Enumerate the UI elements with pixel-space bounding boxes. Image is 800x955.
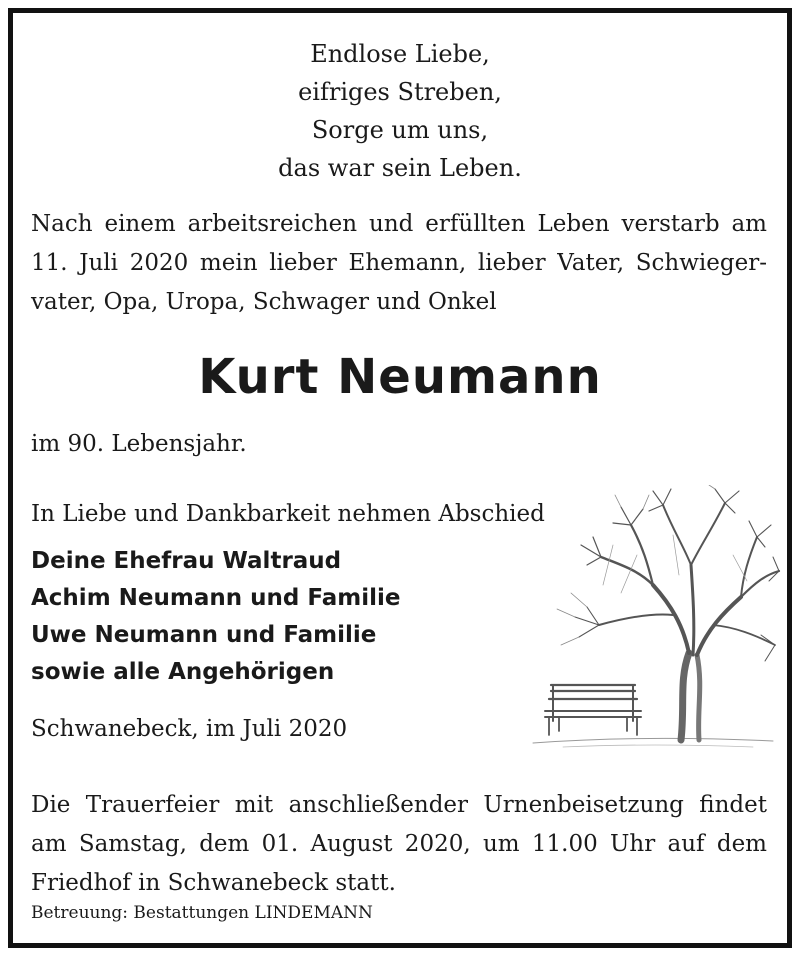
- funeral-line: Die Trauerfeier mit anschließender Urnenbeisetzung findet: [31, 792, 767, 818]
- poem: [13, 35, 787, 187]
- mourners-list: [31, 543, 400, 691]
- mourner-item: Achim Neumann und Familie: [31, 585, 401, 611]
- deceased-name: Kurt Neumann: [198, 349, 602, 405]
- mourner-item: Deine Ehefrau Waltraud: [31, 548, 342, 574]
- age-text: im 90. Lebensjahr.: [31, 431, 247, 457]
- announcement-text: [31, 205, 767, 322]
- announcement-line: Nach einem arbeitsreichen und erfüllten Leben verstarb am: [31, 211, 767, 237]
- poem-line: das war sein Leben.: [278, 154, 522, 182]
- mourner-item: Uwe Neumann und Familie: [31, 622, 377, 648]
- funeral-home-credit: Betreuung: Bestattungen LINDEMANN: [31, 903, 373, 923]
- poem-line: eifriges Streben,: [298, 78, 502, 106]
- poem-line: Endlose Liebe,: [310, 40, 490, 68]
- poem-line: Sorge um uns,: [311, 116, 489, 144]
- mourner-item: sowie alle Angehörigen: [31, 659, 335, 685]
- funeral-line: Friedhof in Schwanebeck statt.: [31, 870, 396, 896]
- place-date: Schwanebeck, im Juli 2020: [31, 716, 348, 742]
- tree-and-bench-icon: [503, 485, 783, 755]
- funeral-line: am Samstag, dem 01. August 2020, um 11.00 Uhr auf dem: [31, 831, 767, 857]
- obituary-frame: [8, 8, 792, 948]
- farewell-intro: In Liebe und Dankbarkeit nehmen Abschied: [31, 501, 545, 527]
- funeral-notice: [31, 786, 767, 903]
- announcement-line: vater, Opa, Uropa, Schwager und Onkel: [31, 289, 497, 315]
- announcement-line: 11. Juli 2020 mein lieber Ehemann, lieber Vater, Schwieger-: [31, 250, 767, 276]
